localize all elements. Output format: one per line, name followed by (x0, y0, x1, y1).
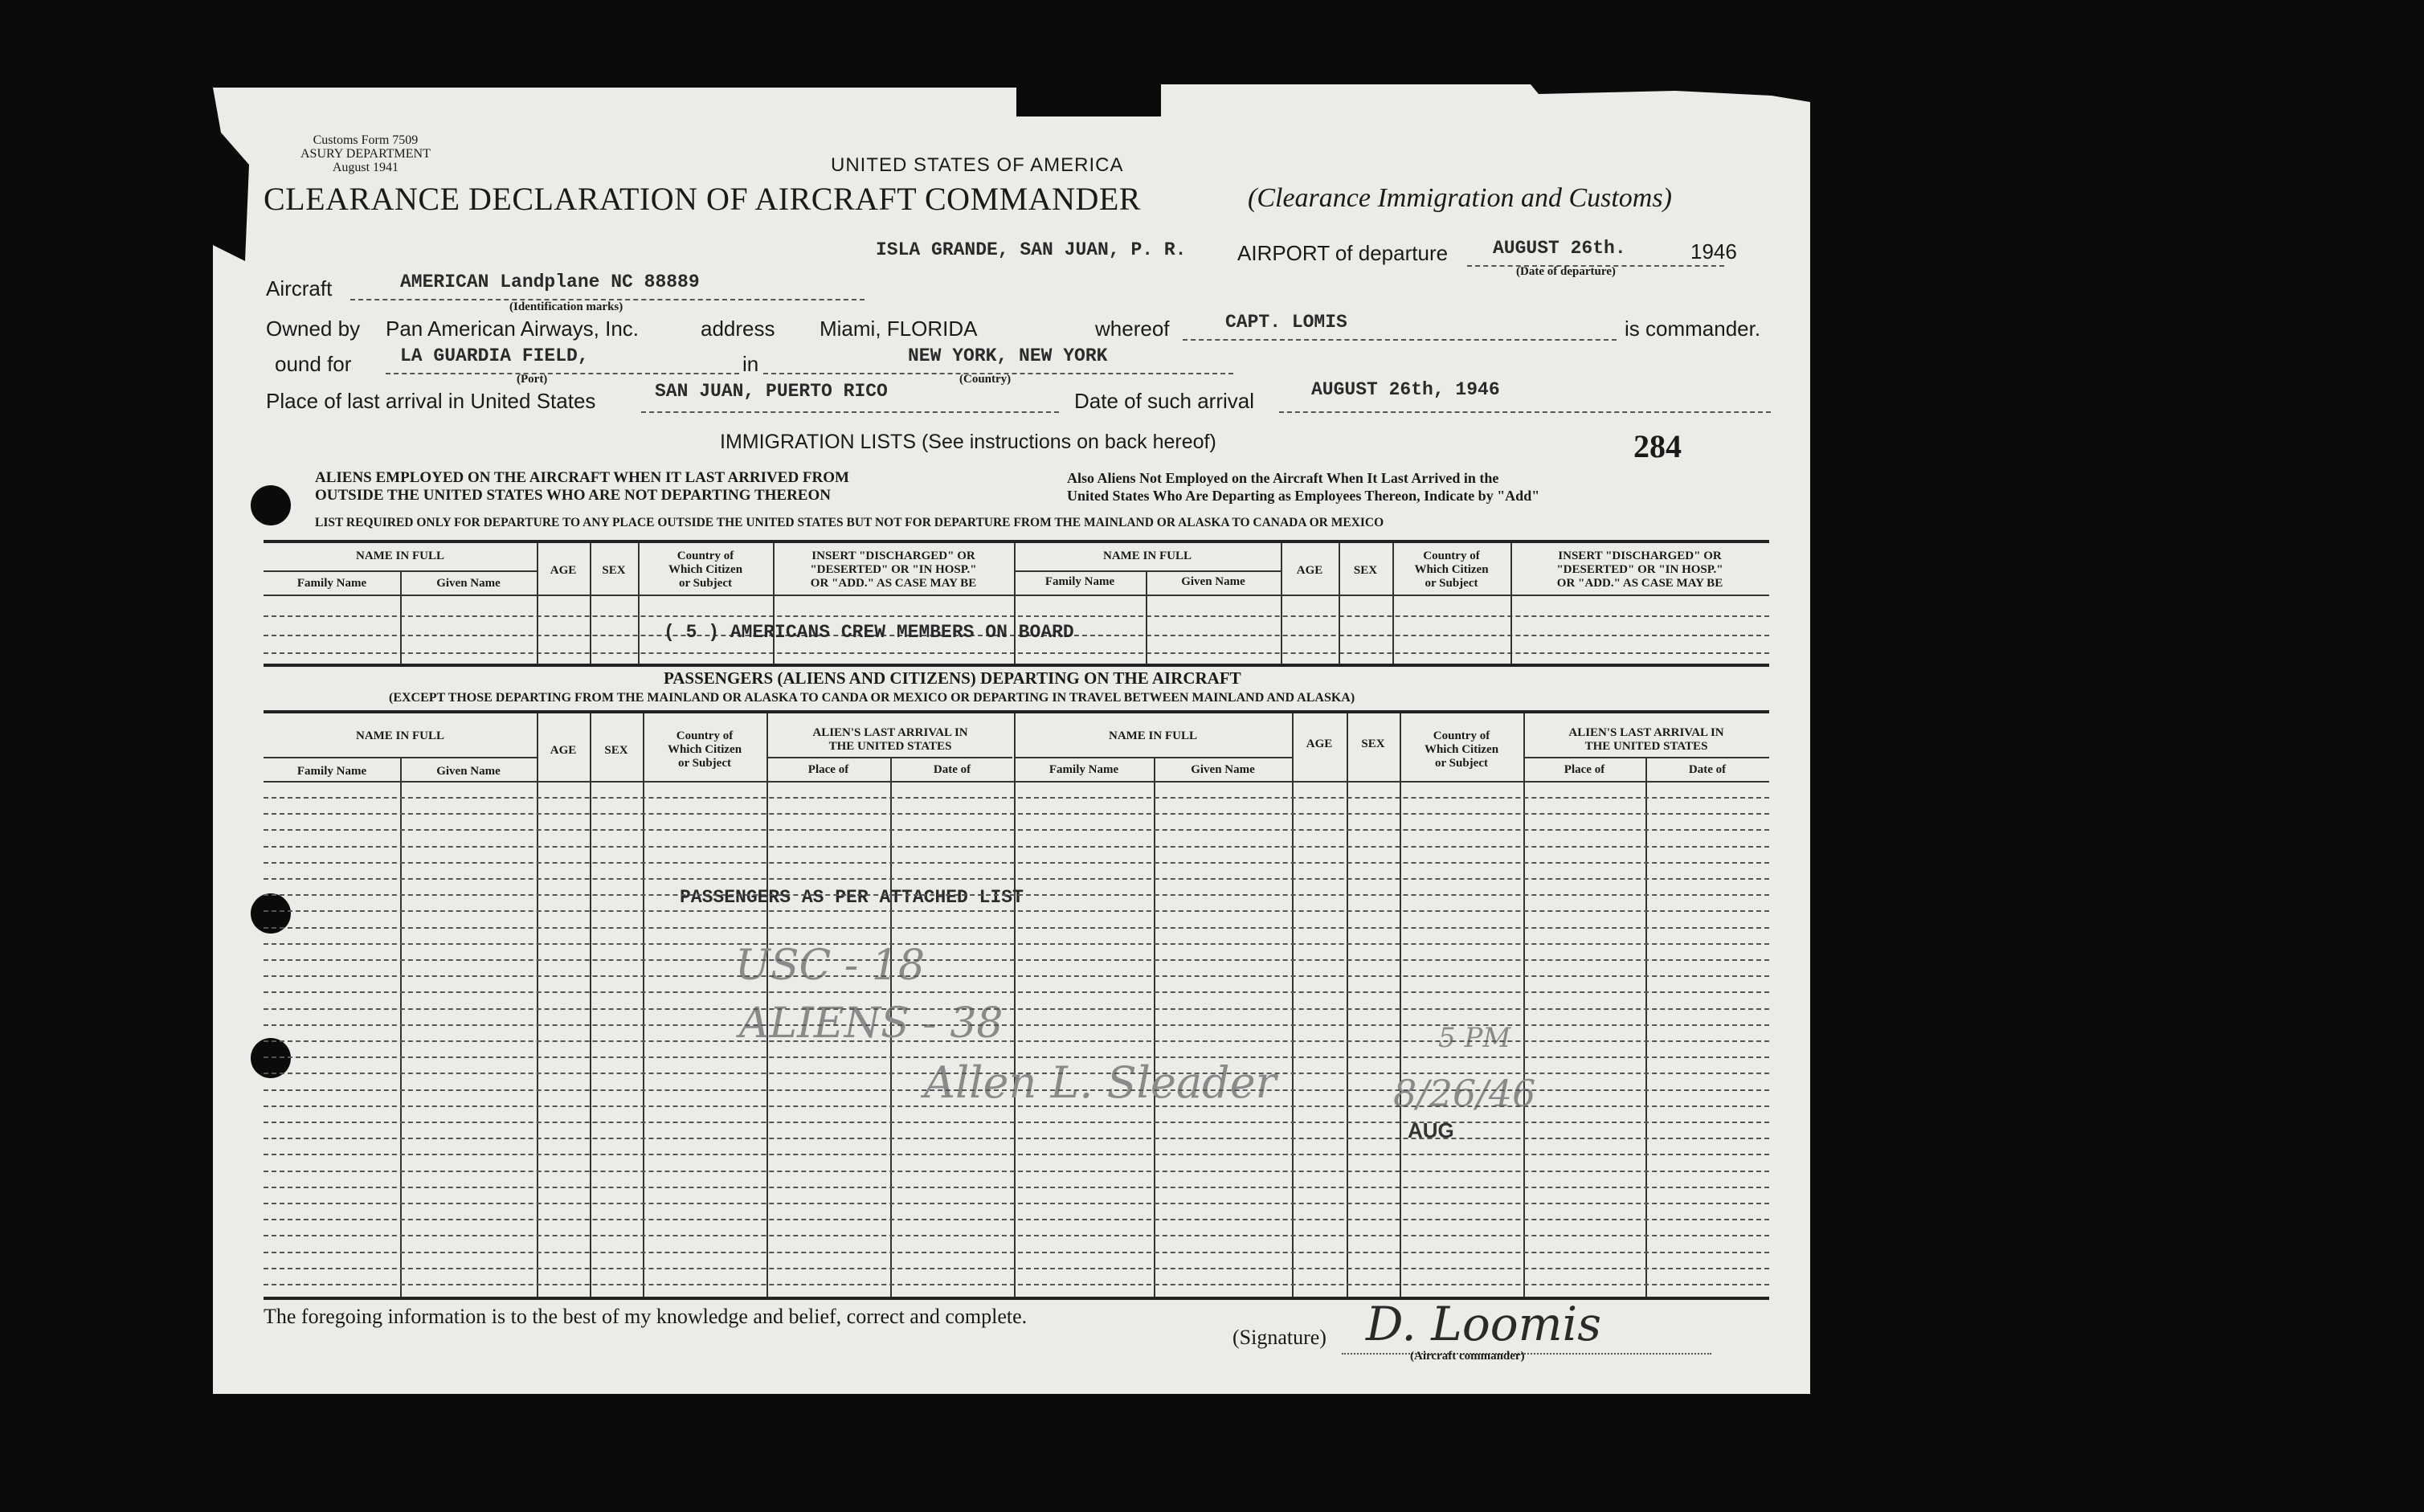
last-arrival-label: Place of last arrival in United States (266, 389, 596, 413)
footer-statement: The foregoing information is to the best of my knowledge and belief, correct and complete. (264, 1305, 1028, 1328)
pass-col-line (1347, 713, 1348, 1297)
pass-row-line (264, 1122, 1769, 1123)
crew-age-header: AGE (550, 564, 577, 577)
header-line: or Subject (679, 577, 732, 590)
pass-family-header-right: Family Name (1048, 763, 1119, 776)
crew-family-header: Family Name (296, 577, 367, 590)
department: ASURY DEPARTMENT (300, 147, 431, 161)
pass-row-line (264, 797, 1769, 799)
pass-row-line (264, 943, 1769, 945)
pass-row-line (264, 1089, 1769, 1091)
pass-age-header-right: AGE (1306, 738, 1333, 750)
signature-caption: (Aircraft commander) (1410, 1350, 1525, 1363)
handwritten-usc: USC - 18 (735, 942, 926, 990)
pass-table-top-rule (264, 710, 1769, 713)
header-line: Country of (1433, 729, 1490, 742)
header-line: Country of (1423, 550, 1480, 562)
header-line: Which Citizen (667, 743, 742, 756)
pass-row-line (264, 1138, 1769, 1139)
arrival-date-label: Date of such arrival (1074, 389, 1254, 413)
crew-sex-header-right: SEX (1353, 564, 1378, 577)
header-line: Which Citizen (668, 563, 743, 576)
pass-date-header-right: Date of (1688, 763, 1727, 776)
pass-name-header-right: NAME IN FULL (1108, 729, 1197, 742)
pass-row-line (264, 1235, 1769, 1236)
crew-insert-header-right (1510, 550, 1769, 590)
aircraft-label: Aircraft (266, 276, 333, 300)
immigration-number: 284 (1633, 428, 1682, 464)
crew-row-line (264, 652, 1769, 654)
crew-col-line (1281, 543, 1282, 664)
passengers-title: PASSENGERS (ALIENS AND CITIZENS) DEPARTING ON THE AIRCRAFT (664, 668, 1241, 688)
address-value: Miami, FLORIDA (820, 317, 978, 341)
pass-row-line (264, 1219, 1769, 1220)
departure-airport-value: ISLA GRANDE, SAN JUAN, P. R. (876, 239, 1187, 260)
crew-given-header: Given Name (436, 577, 501, 590)
form-corner-info (300, 133, 431, 174)
header-line: or Subject (1435, 757, 1488, 770)
pass-row-line (264, 1040, 1769, 1042)
form-subtitle: (Clearance Immigration and Customs) (1248, 183, 1672, 213)
pass-row-line (264, 927, 1769, 929)
crew-family-header-right: Family Name (1044, 575, 1115, 588)
crew-table-bottom-rule (264, 664, 1769, 667)
port-line (386, 373, 739, 374)
arrival-date-value: AUGUST 26th, 1946 (1311, 379, 1500, 400)
pass-row-line (264, 878, 1769, 880)
pass-row-line (264, 959, 1769, 961)
bound-for-label: ound for (275, 352, 352, 376)
handwritten-aliens: ALIENS - 38 (739, 999, 1004, 1048)
address-label: address (701, 317, 775, 341)
last-arrival-value: SAN JUAN, PUERTO RICO (655, 381, 888, 402)
pass-row-line (264, 975, 1769, 977)
left-note (315, 469, 849, 505)
pass-sex-header: SEX (604, 744, 628, 757)
pass-row-line (264, 991, 1769, 993)
port-caption: (Port) (517, 373, 548, 386)
pass-arrival-header (766, 726, 1014, 754)
pass-sex-header-right: SEX (1361, 738, 1385, 750)
header-line: THE UNITED STATES (1584, 740, 1708, 753)
commander-signature: D. Loomis (1366, 1297, 1601, 1351)
pass-col-line (400, 757, 402, 1297)
pass-table-header-rule (264, 781, 1769, 783)
crew-country-header (638, 550, 773, 590)
pass-row-line (264, 1154, 1769, 1155)
header-line: "DESERTED" OR "IN HOSP." (810, 563, 977, 576)
form-title: CLEARANCE DECLARATION OF AIRCRAFT COMMANDER (264, 181, 1141, 217)
owner-value: Pan American Airways, Inc. (386, 317, 640, 341)
pass-row-line (264, 1268, 1769, 1269)
left-note-line: OUTSIDE THE UNITED STATES WHO ARE NOT DEPARTING THEREON (315, 487, 831, 504)
header-line: ALIEN'S LAST ARRIVAL IN (812, 726, 968, 739)
last-arrival-line (641, 411, 1059, 413)
header-line: Which Citizen (1414, 563, 1489, 576)
commander-line (1183, 339, 1617, 341)
header-line: Country of (677, 550, 734, 562)
pass-col-line (1400, 713, 1401, 1297)
pass-row-line (264, 846, 1769, 848)
signature-label: (Signature) (1232, 1326, 1326, 1349)
header-line: OR "ADD." AS CASE MAY BE (1556, 577, 1723, 590)
pass-row-line (264, 862, 1769, 864)
departure-date-caption: (Date of departure) (1516, 265, 1616, 278)
header-line: INSERT "DISCHARGED" OR (1558, 550, 1722, 562)
crew-age-header-right: AGE (1296, 564, 1323, 577)
pass-age-header: AGE (550, 744, 577, 757)
pass-row-line (264, 910, 1769, 912)
pass-given-header-right: Given Name (1191, 763, 1255, 776)
right-note-line: Also Aliens Not Employed on the Aircraft When It Last Arrived in the (1067, 470, 1499, 486)
signature-line (1342, 1353, 1711, 1355)
crew-name-split (1014, 570, 1281, 572)
agency: UNITED STATES OF AMERICA (831, 154, 1124, 176)
handwritten-inspector-signature: Allen L. Sleader (924, 1057, 1277, 1108)
header-line: "DESERTED" OR "IN HOSP." (1556, 563, 1723, 576)
pass-col-line (1645, 757, 1647, 1297)
commander-value: CAPT. LOMIS (1225, 312, 1347, 333)
pass-row-line (264, 1284, 1769, 1285)
pass-col-line (537, 713, 538, 1297)
pass-row-line (264, 813, 1769, 815)
pass-row-line (264, 1203, 1769, 1204)
crew-table-top-rule (264, 540, 1769, 543)
crew-row-line (264, 615, 1769, 617)
pass-row-line (264, 1105, 1769, 1107)
pass-family-header: Family Name (296, 765, 367, 778)
handwritten-time: 5 PM (1438, 1022, 1511, 1054)
header-line: ALIEN'S LAST ARRIVAL IN (1568, 726, 1724, 739)
handwritten-date: 8/26/46 (1393, 1072, 1536, 1115)
crew-col-line (1339, 543, 1340, 664)
pass-row-line (264, 829, 1769, 831)
pass-place-header-right: Place of (1564, 763, 1605, 776)
aircraft-caption: (Identification marks) (509, 300, 623, 313)
header-line: or Subject (1425, 577, 1478, 590)
form-number: Customs Form 7509 (313, 133, 419, 147)
pass-row-line (264, 1073, 1769, 1074)
requirement-note: LIST REQUIRED ONLY FOR DEPARTURE TO ANY PLACE OUTSIDE THE UNITED STATES BUT NOT FOR DEPARTURE FROM THE MAINLAND OR ALASKA TO CANADA OR MEXICO (315, 516, 1384, 529)
country-caption: (Country) (959, 373, 1012, 386)
port-value: LA GUARDIA FIELD, (400, 345, 589, 366)
pass-col-line (1014, 713, 1016, 1297)
header-line: or Subject (678, 757, 731, 770)
pass-row-line (264, 1024, 1769, 1026)
passengers-subtitle: (EXCEPT THOSE DEPARTING FROM THE MAINLAND OR ALASKA TO CANDA OR MEXICO OR DEPARTING IN TRAVEL BETWEEN MAINLAND AND ALASKA) (389, 691, 1355, 705)
whereof-label: whereof (1095, 317, 1170, 341)
pass-row-line (264, 1171, 1769, 1172)
pass-row-line (264, 1252, 1769, 1253)
crew-name-header-right: NAME IN FULL (1102, 550, 1192, 562)
pass-country-header-right (1400, 729, 1523, 770)
crew-country-header-right (1392, 550, 1510, 590)
pass-row-line (264, 1056, 1769, 1058)
crew-col-line (590, 543, 591, 664)
in-label: in (742, 352, 759, 376)
right-note (1067, 469, 1539, 505)
pass-arrival-header-right (1523, 726, 1769, 754)
pass-date-header: Date of (933, 763, 971, 776)
crew-entry: ( 5 ) AMERICANS CREW MEMBERS ON BOARD (664, 622, 1074, 643)
pass-given-header: Given Name (436, 765, 501, 778)
aircraft-value: AMERICAN Landplane NC 88889 (400, 272, 700, 292)
header-line: Which Citizen (1424, 743, 1499, 756)
header-line: INSERT "DISCHARGED" OR (811, 550, 975, 562)
pass-country-header (643, 729, 766, 770)
pass-place-header: Place of (807, 763, 849, 776)
commander-label: is commander. (1625, 317, 1761, 341)
pass-col-line (590, 713, 591, 1297)
country-value: NEW YORK, NEW YORK (908, 345, 1108, 366)
header-line: Country of (676, 729, 734, 742)
pass-row-line (264, 1008, 1769, 1010)
pass-col-line (643, 713, 644, 1297)
passengers-entry: PASSENGERS AS PER ATTACHED LIST (680, 887, 1024, 908)
pass-name-header: NAME IN FULL (355, 729, 444, 742)
crew-col-line (537, 543, 538, 664)
owned-by-label: Owned by (266, 317, 361, 341)
crew-insert-header (773, 550, 1014, 590)
departure-airport-label: AIRPORT of departure (1237, 241, 1449, 265)
crew-name-header: NAME IN FULL (355, 550, 444, 562)
header-line: OR "ADD." AS CASE MAY BE (810, 577, 977, 590)
immigration-title: IMMIGRATION LISTS (See instructions on back hereof) (720, 431, 1216, 453)
crew-table-header-rule (264, 595, 1769, 596)
departure-year: 1946 (1690, 239, 1737, 264)
arrival-date-line (1279, 411, 1771, 413)
pass-row-line (264, 894, 1769, 896)
crew-given-header-right: Given Name (1181, 575, 1245, 588)
pass-arrival-split (766, 757, 1012, 758)
left-note-line: ALIENS EMPLOYED ON THE AIRCRAFT WHEN IT LAST ARRIVED FROM (315, 469, 849, 486)
received-stamp: AUG (1408, 1118, 1454, 1142)
crew-sex-header: SEX (602, 564, 626, 577)
pass-col-line (1292, 713, 1294, 1297)
punch-hole (251, 485, 291, 525)
pass-row-line (264, 1187, 1769, 1188)
pass-col-line (1154, 757, 1155, 1297)
form-date: August 1941 (332, 161, 399, 174)
pass-col-line (1523, 713, 1525, 1297)
header-line: THE UNITED STATES (828, 740, 952, 753)
departure-date-value: AUGUST 26th. (1493, 238, 1626, 259)
right-note-line: United States Who Are Departing as Employees Thereon, Indicate by "Add" (1067, 488, 1540, 504)
